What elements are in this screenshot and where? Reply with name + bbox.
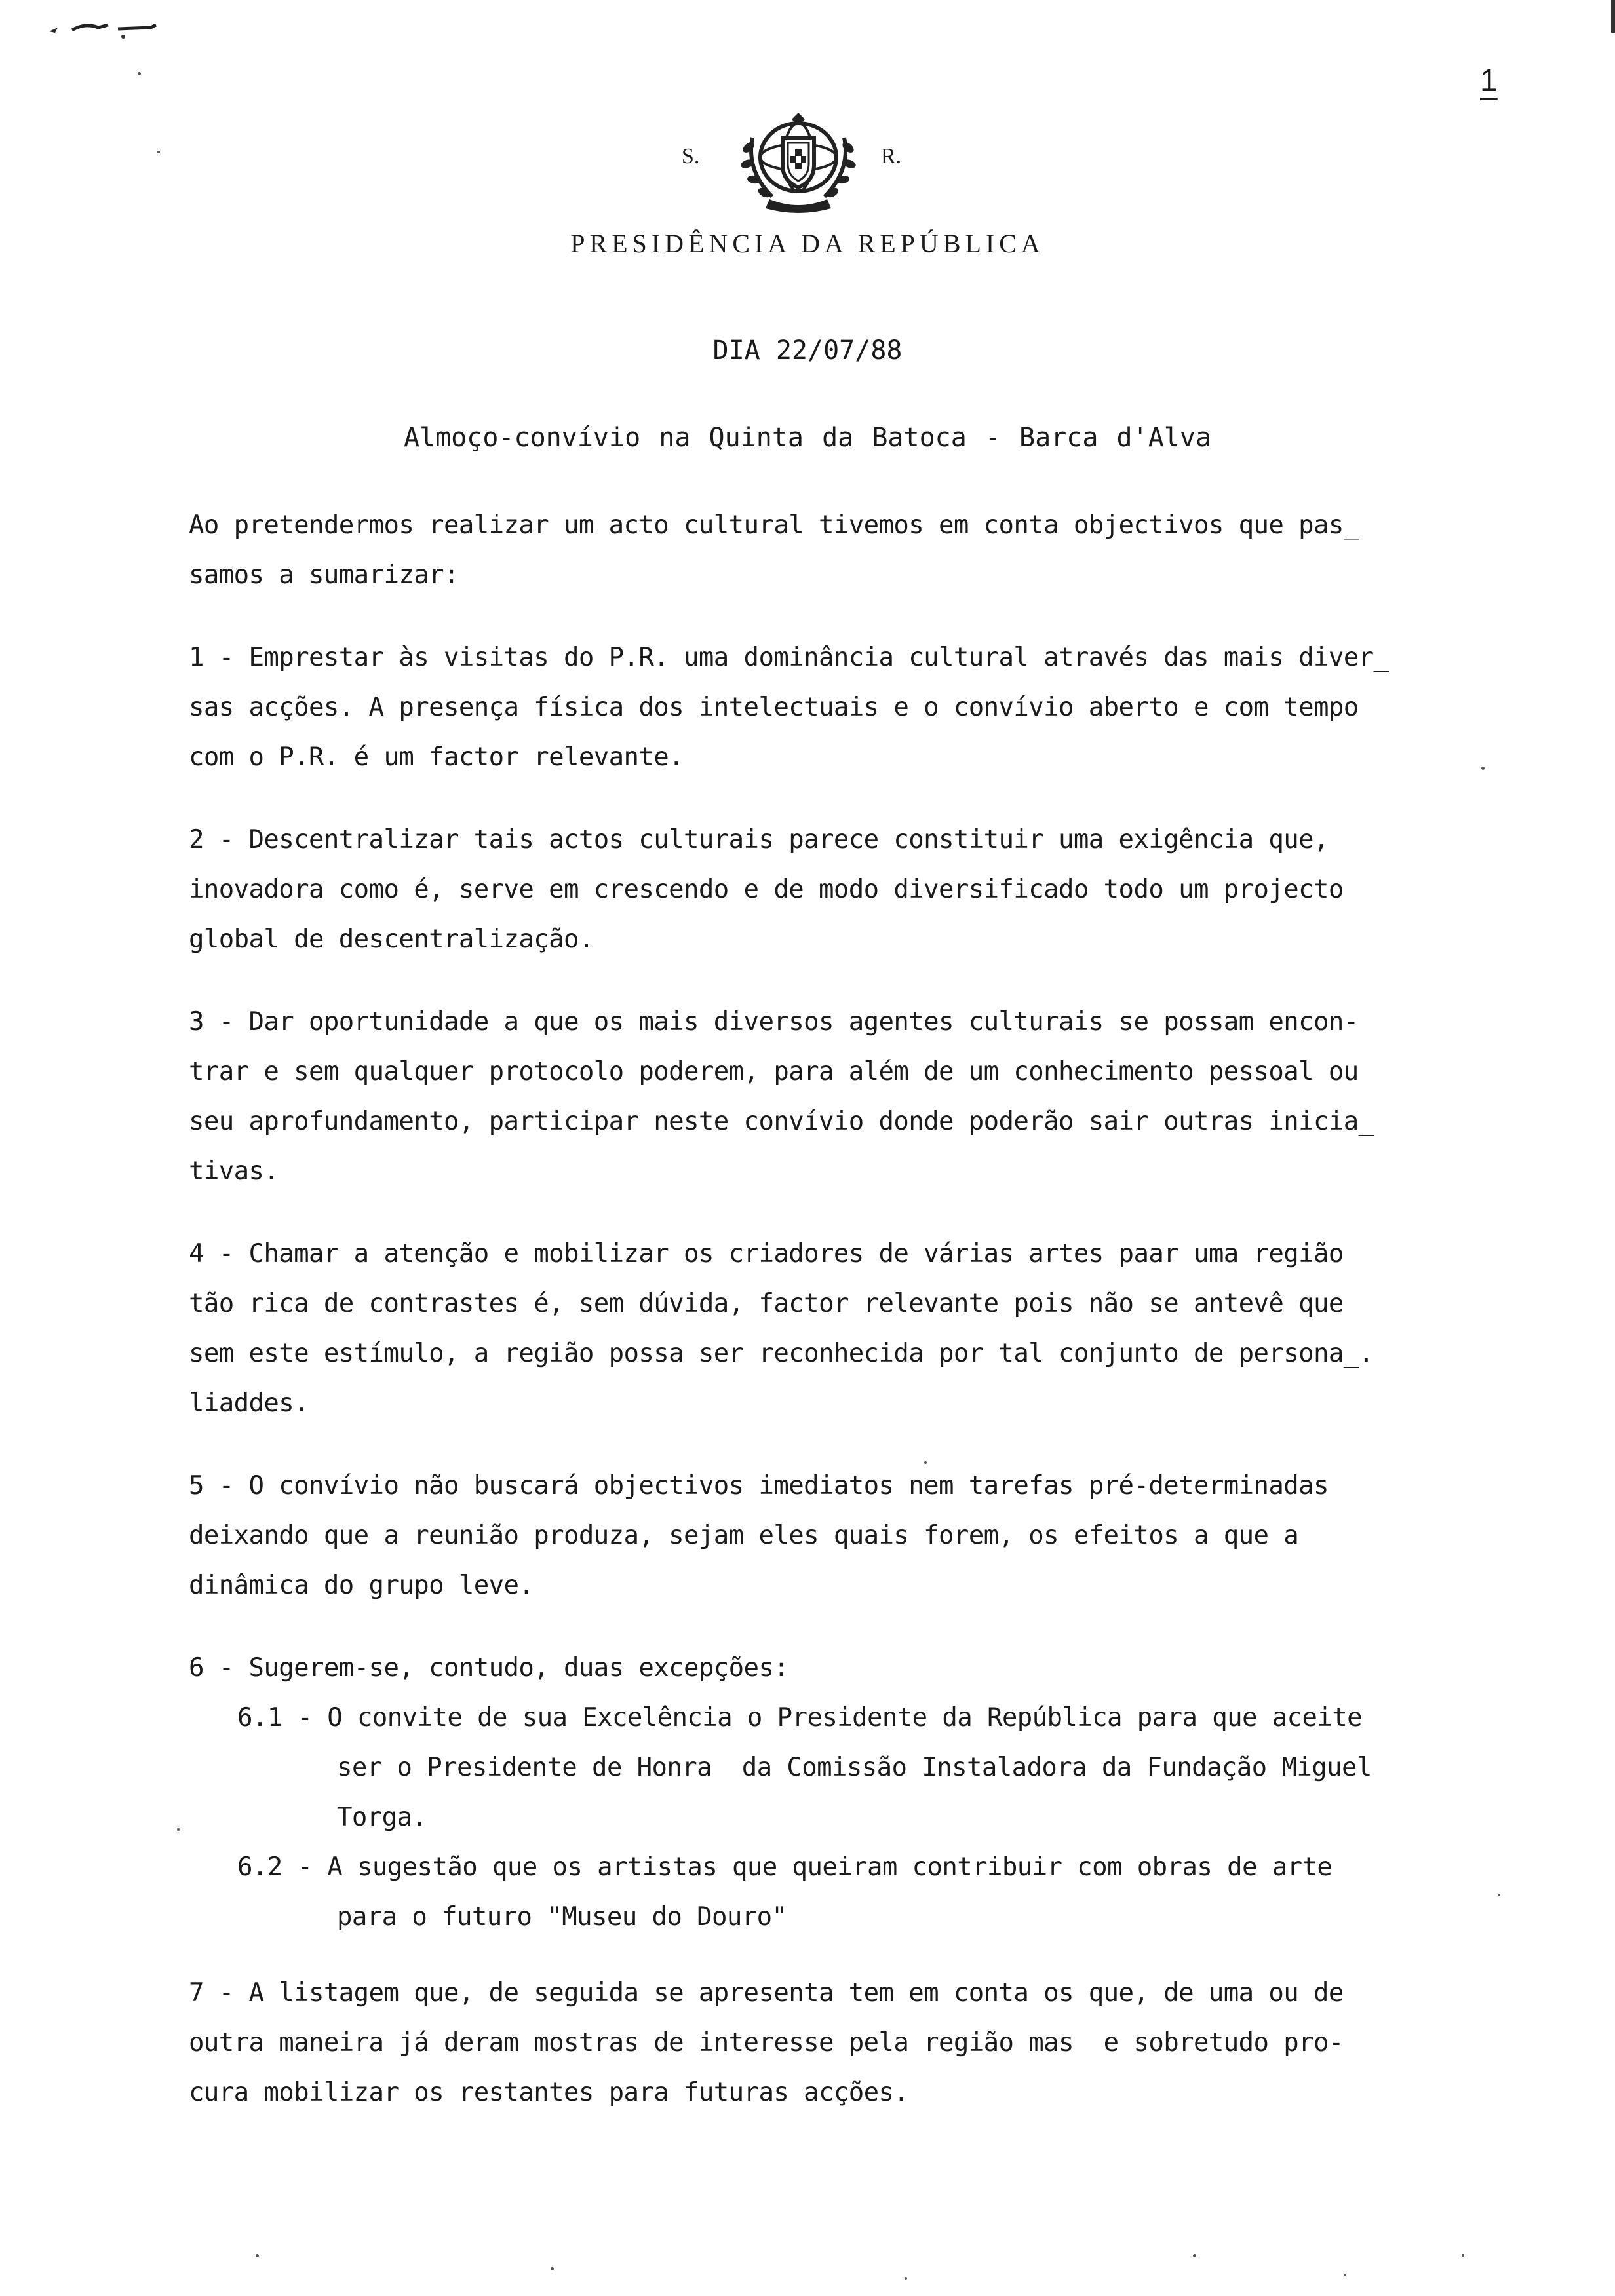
event-title: Almoço-convívio na Quinta da Batoca - Barca d'Alva (403, 423, 1212, 453)
text-line: cura mobilizar os restantes para futuras acções. (189, 2078, 909, 2107)
scan-speck (924, 1461, 927, 1464)
handwritten-mark-icon (46, 13, 164, 39)
scan-speck (256, 2254, 259, 2257)
institution-name: PRESIDÊNCIA DA REPÚBLICA (570, 229, 1045, 258)
text-line: 6 - Sugerem-se, contudo, duas excepções: (189, 1653, 789, 1683)
text-line: sem este estímulo, a região possa ser reconhecida por tal conjunto de persona_. (189, 1339, 1374, 1368)
text-line: liaddes. (189, 1388, 309, 1418)
item-6-1 (237, 1693, 1473, 1843)
text-line: outra maneira já deram mostras de interesse pela região mas e sobretudo pro- (189, 2028, 1344, 2057)
scan-speck (1462, 2254, 1464, 2257)
document-date: DIA 22/07/88 (712, 335, 903, 366)
text-line: com o P.R. é um factor relevante. (189, 742, 684, 772)
text-line: para o futuro "Museu do Douro" (337, 1902, 787, 1932)
intro-paragraph (189, 501, 1473, 600)
header-left-initial: S. (682, 144, 700, 168)
item-2 (189, 815, 1473, 965)
item-6 (189, 1643, 1473, 1942)
text-line: 4 - Chamar a atenção e mobilizar os criadores de várias artes paar uma região (189, 1239, 1344, 1269)
scan-speck (1193, 2254, 1196, 2257)
text-line: inovadora como é, serve em crescendo e de modo diversificado todo um projecto (189, 875, 1344, 904)
coat-of-arms-icon (733, 111, 864, 216)
text-line: Ao pretendermos realizar um acto cultural tivemos em conta objectivos que pas_ (189, 510, 1359, 540)
text-line: samos a sumarizar: (189, 560, 459, 590)
scan-speck (551, 2267, 554, 2270)
scan-speck (905, 2277, 907, 2280)
scan-speck (177, 1828, 180, 1831)
item-5 (189, 1461, 1473, 1611)
text-line: deixando que a reunião produza, sejam eles quais forem, os efeitos a que a (189, 1521, 1299, 1550)
document-body (189, 501, 1473, 2151)
text-line: sas acções. A presença física dos intelectuais e o convívio aberto e com tempo (189, 693, 1359, 722)
text-line: 2 - Descentralizar tais actos culturais parece constituir uma exigência que, (189, 825, 1329, 854)
header-right-initial: R. (881, 144, 902, 168)
item-1 (189, 633, 1473, 782)
text-line: tão rica de contrastes é, sem dúvida, factor relevante pois não se antevê que (189, 1289, 1344, 1318)
text-line: 5 - O convívio não buscará objectivos imediatos nem tarefas pré-determinadas (189, 1471, 1329, 1501)
text-line: dinâmica do grupo leve. (189, 1571, 534, 1600)
item-4 (189, 1229, 1473, 1428)
text-line: 6.2 - A sugestão que os artistas que queiram contribuir com obras de arte (237, 1852, 1333, 1882)
page-edge-mark (1611, 0, 1615, 33)
scan-speck (1344, 2274, 1346, 2276)
item-3 (189, 997, 1473, 1196)
text-line: 3 - Dar oportunidade a que os mais diversos agentes culturais se possam encon- (189, 1007, 1359, 1037)
scan-speck (157, 151, 160, 153)
text-line: seu aprofundamento, participar neste convívio donde poderão sair outras inicia_ (189, 1107, 1374, 1136)
scan-speck (1481, 767, 1485, 770)
text-line: global de descentralização. (189, 925, 594, 954)
text-line: 7 - A listagem que, de seguida se apresenta tem em conta os que, de uma ou de (189, 1978, 1344, 2008)
scan-speck (138, 72, 141, 75)
scan-speck (1498, 1894, 1500, 1896)
page-number: 1 (1480, 64, 1498, 98)
item-6-2 (237, 1843, 1473, 1942)
text-line: Torga. (337, 1803, 427, 1832)
text-line: 1 - Emprestar às visitas do P.R. uma dominância cultural através das mais diver_ (189, 643, 1389, 672)
item-7 (189, 1968, 1473, 2118)
text-line: 6.1 - O convite de sua Excelência o Presidente da República para que aceite (237, 1703, 1362, 1732)
text-line: trar e sem qualquer protocolo poderem, para além de um conhecimento pessoal ou (189, 1057, 1359, 1086)
text-line: tivas. (189, 1157, 279, 1186)
text-line: ser o Presidente de Honra da Comissão Instaladora da Fundação Miguel (337, 1753, 1372, 1782)
crest-row (675, 111, 937, 216)
